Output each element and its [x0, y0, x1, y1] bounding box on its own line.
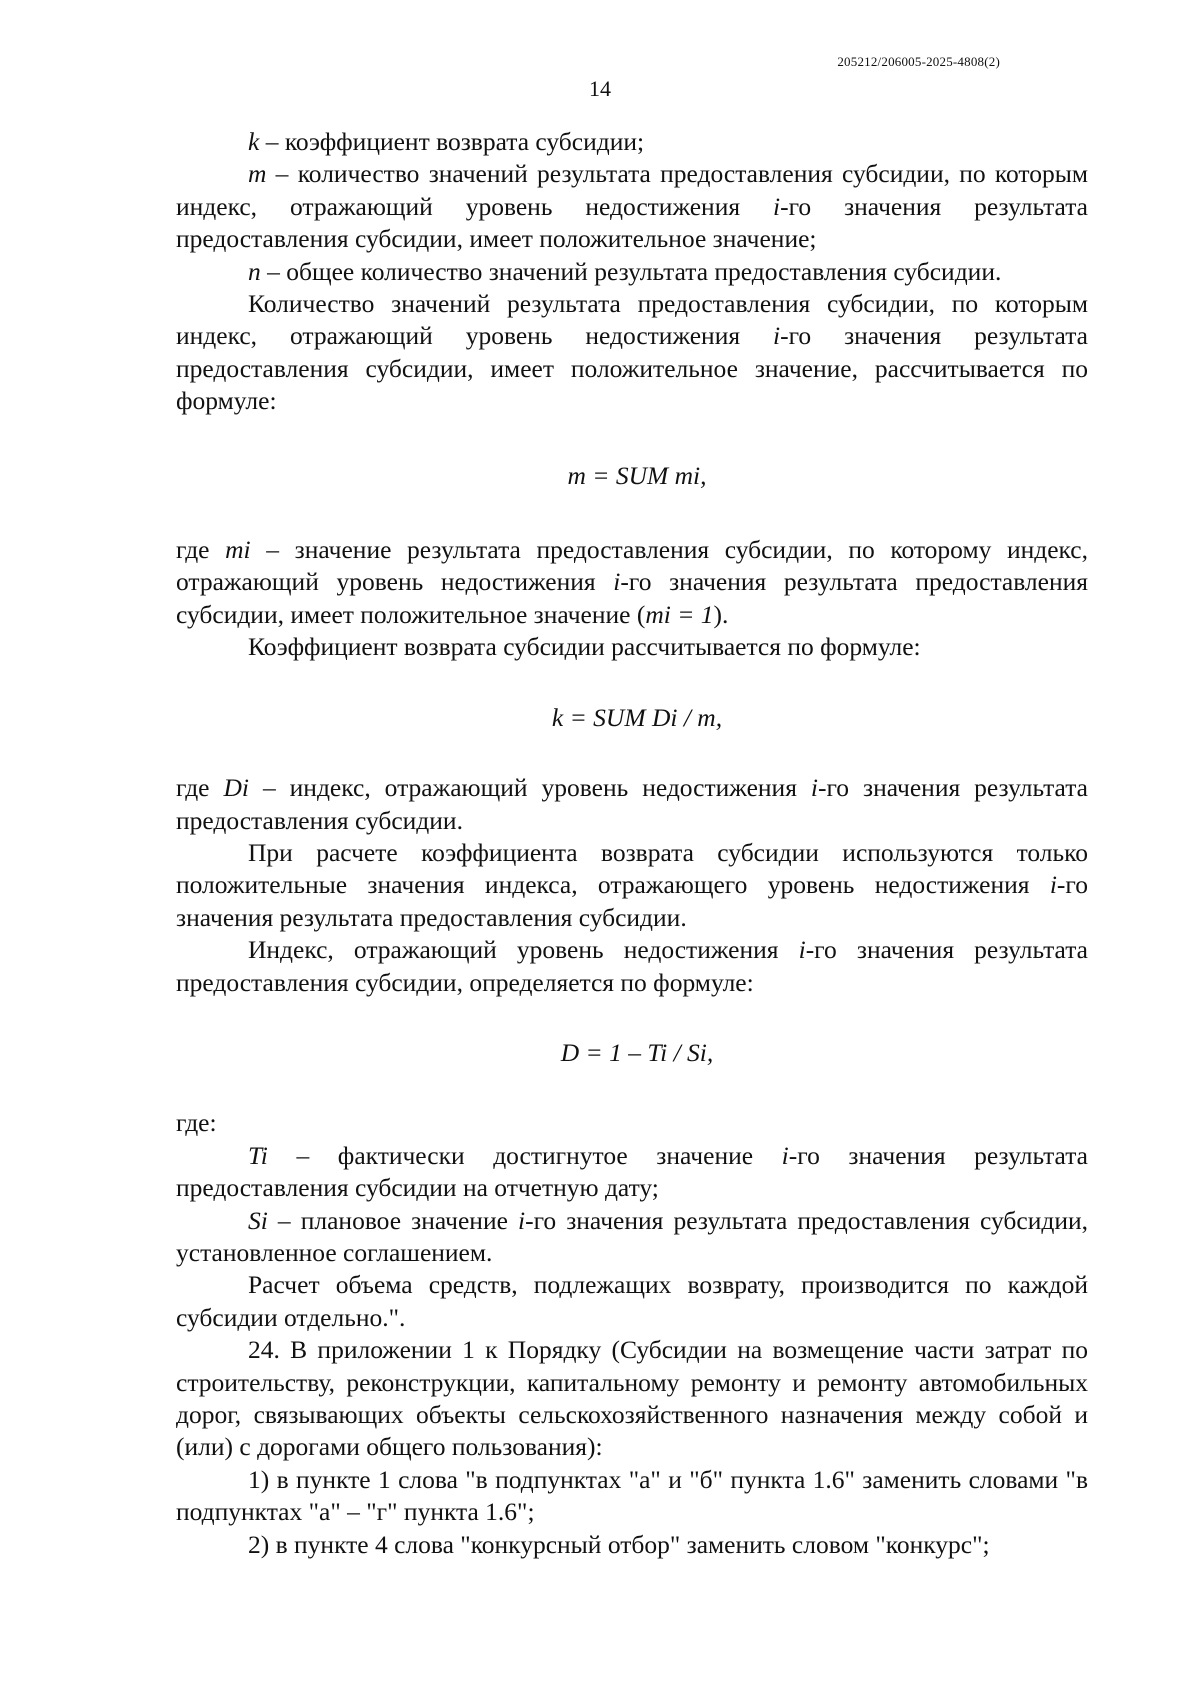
paragraph-calculation: При расчете коэффициента возврата субсидии используются только положительные значения индекса, отражающего уровень недостижения i-го значения результата предоставления субсидии.: [176, 837, 1088, 932]
symbol-m: m: [248, 159, 267, 189]
paragraph-item-24: 24. В приложении 1 к Порядку (Субсидии на возмещение части затрат по строительству, реконструкции, капитальному ремонту и ремонту автомобильных дорог, связывающих объекты сельскохозяйственного назначения между собой и (или) с дорогами общего пользования):: [176, 1335, 1088, 1462]
page-number: 14: [589, 76, 611, 101]
paragraph-index: Индекс, отражающий уровень недостижения i-го значения результата предоставления субсидии, определяется по формуле:: [176, 935, 1088, 997]
symbol-k: k: [248, 127, 260, 156]
document-id: 205212/206005-2025-4808(2): [837, 54, 1000, 69]
definition-di: где Di – индекс, отражающий уровень недостижения i-го значения результата предоставления субсидии.: [176, 773, 1088, 835]
symbol-n: n: [248, 256, 261, 286]
where-label: где:: [176, 1108, 217, 1138]
formula-m: m = SUM mi,: [567, 460, 707, 490]
definition-n: n – общее количество значений результата предоставления субсидии.: [248, 256, 1002, 286]
definition-si: Si – плановое значение i-го значения результата предоставления субсидии, установленное соглашением.: [176, 1205, 1088, 1267]
definition-ti: Ti – фактически достигнутое значение i-го значения результата предоставления субсидии на отчетную дату;: [176, 1140, 1088, 1203]
paragraph-coefficient: Коэффициент возврата субсидии рассчитывается по формуле:: [248, 632, 921, 662]
formula-k: k = SUM Di / m,: [551, 702, 723, 732]
paragraph-count: Количество значений результата предоставления субсидии, по которым индекс, отражающий уровень недостижения i-го значения результата предоставления субсидии, имеет положительное значение, рассчитывается по формуле:: [176, 289, 1088, 416]
document-body: [176, 126, 1088, 1561]
sub-item-2: 2) в пункте 4 слова "конкурсный отбор" заменить словом "конкурс";: [248, 1529, 990, 1559]
definition-m: m – количество значений результата предоставления субсидии, по которым индекс, отражающий уровень недостижения i-го значения результата предоставления субсидии, имеет положительное значение;: [176, 159, 1088, 254]
paragraph-volume: Расчет объема средств, подлежащих возврату, производится по каждой субсидии отдельно.".: [176, 1270, 1088, 1332]
sub-item-1: 1) в пункте 1 слова "в подпунктах "а" и "б" пункта 1.6" заменить словами "в подпунктах "а" – "г" пункта 1.6";: [176, 1464, 1088, 1527]
formula-d: D = 1 – Ti / Si,: [560, 1037, 714, 1067]
definition-k: k – коэффициент возврата субсидии;: [248, 127, 645, 156]
definition-mi: где mi – значение результата предоставления субсидии, по которому индекс, отражающий уровень недостижения i-го значения результата предоставления субсидии, имеет положительное значение (mi = 1).: [176, 535, 1089, 629]
